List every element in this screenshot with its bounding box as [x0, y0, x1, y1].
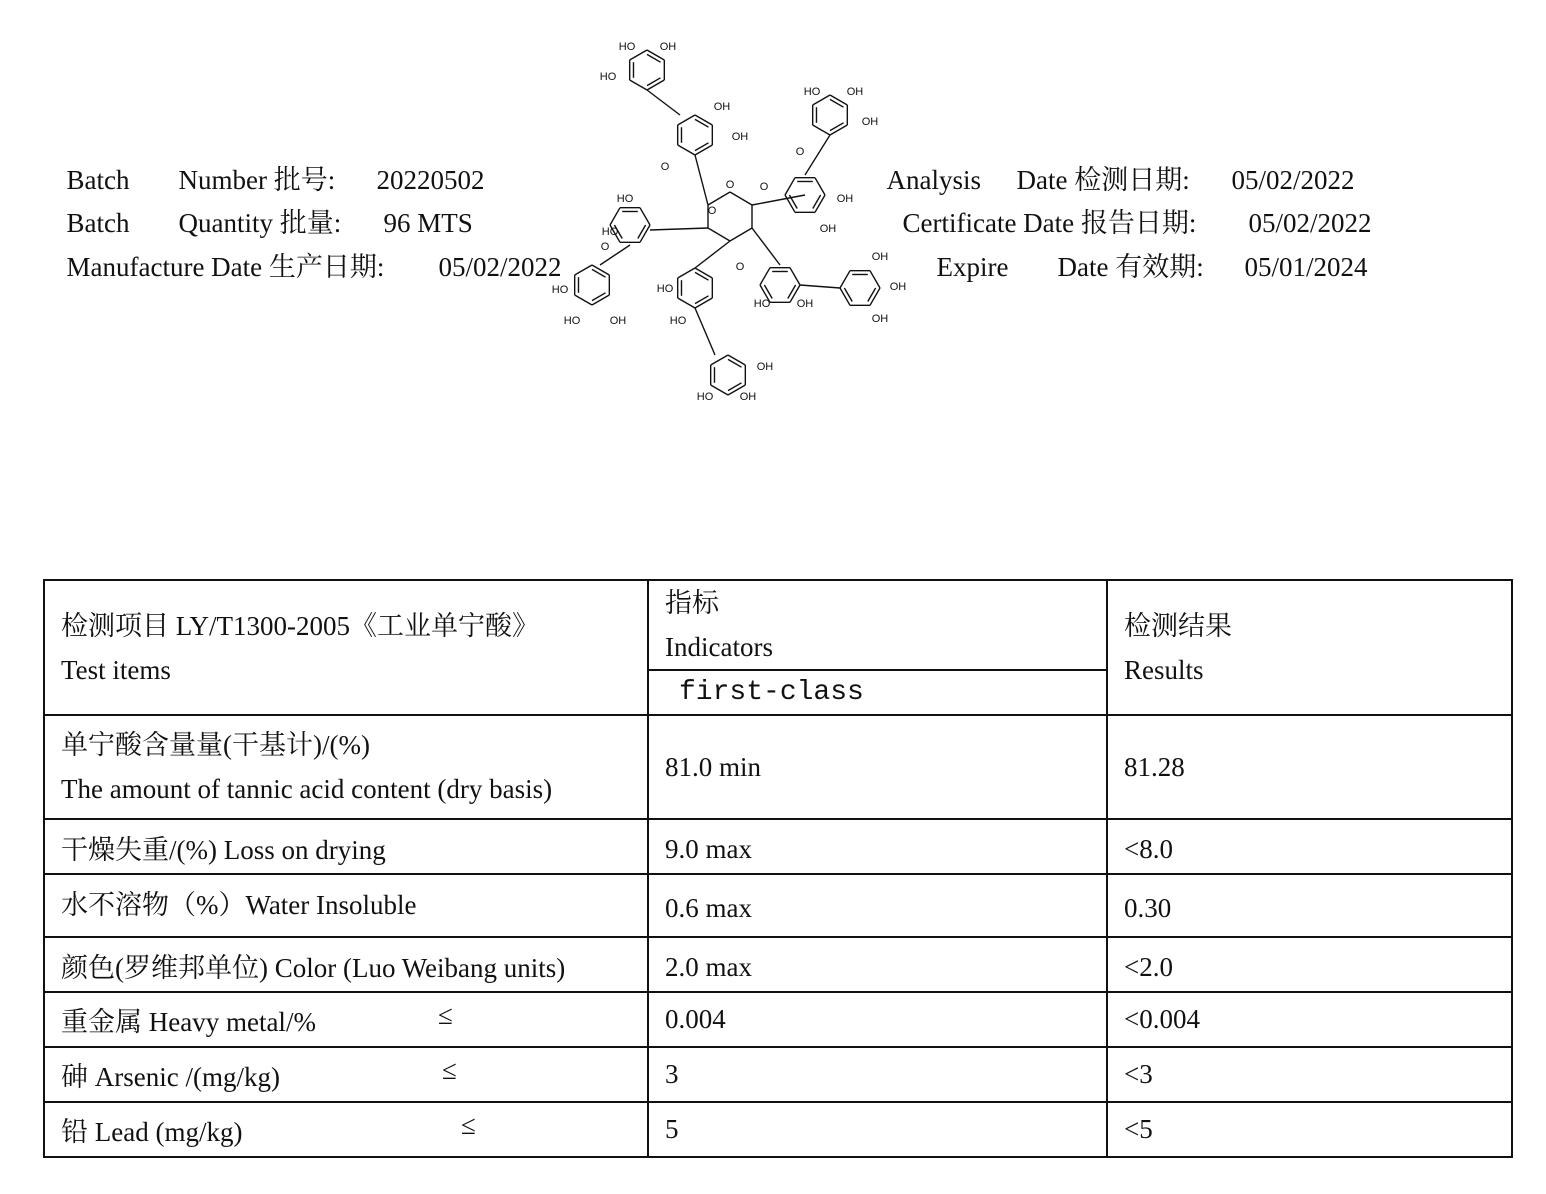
batch-label: Batch: [66, 208, 130, 238]
bond: [760, 268, 770, 285]
bond: [790, 268, 800, 285]
result-cell: <8.0: [1107, 819, 1512, 874]
result-cell: <2.0: [1107, 937, 1512, 992]
bond: [678, 268, 695, 278]
result-cell: <0.004: [1107, 992, 1512, 1047]
bond: [730, 192, 752, 205]
less-equal-symbol: ≤: [438, 1000, 453, 1030]
bond: [830, 95, 847, 105]
certificate-date-label: Certificate Date 报告日期:: [902, 208, 1197, 238]
test-items-header: [44, 580, 648, 715]
bond: [695, 115, 712, 125]
batch-quantity-label: Quantity 批量:: [178, 208, 342, 238]
bond: [695, 143, 709, 151]
atom-label: HO: [803, 86, 821, 98]
result-cell: <3: [1107, 1047, 1512, 1102]
bond: [813, 125, 830, 135]
atom-label: OH: [659, 41, 677, 53]
indicator-cell: 0.6 max: [648, 874, 1107, 937]
atom-label: OH: [739, 391, 757, 403]
atom-label: HO: [669, 315, 687, 327]
item-cell: [44, 1102, 648, 1157]
table-header-row: [44, 580, 1512, 670]
item-cell: [44, 715, 648, 819]
atom-label: HO: [599, 71, 617, 83]
bond: [711, 355, 728, 365]
item-name-en: The amount of tannic acid content (dry basis): [61, 774, 553, 804]
bond: [764, 285, 772, 299]
bond: [840, 288, 850, 305]
atom-label: O: [735, 261, 745, 273]
indicator-cell: 2.0 max: [648, 937, 1107, 992]
result-cell: 81.28: [1107, 715, 1512, 819]
atom-label: O: [600, 241, 610, 253]
atom-label: HO: [563, 315, 581, 327]
bond: [575, 265, 592, 275]
bond: [728, 355, 745, 365]
atom-label: O: [795, 146, 805, 158]
indicators-header: [648, 580, 1107, 670]
bond: [575, 295, 592, 305]
indicators-header-cn: 指标: [665, 588, 719, 618]
manufacture-date-label: Manufacture Date 生产日期:: [66, 252, 385, 282]
bond: [830, 125, 847, 135]
atom-label: O: [660, 161, 670, 173]
bond: [730, 228, 752, 241]
bond: [830, 99, 844, 107]
bond: [752, 228, 780, 265]
bond: [695, 298, 712, 308]
manufacture-date-value: 05/02/2022: [438, 252, 562, 282]
bond: [678, 145, 695, 155]
bond: [728, 383, 742, 391]
indicator-cell: 0.004: [648, 992, 1107, 1047]
expire-date-label: Date 有效期:: [1057, 252, 1204, 282]
bond: [695, 308, 715, 355]
tannic-acid-structure-diagram: [540, 30, 920, 405]
atom-label: HO: [551, 284, 569, 296]
batch-number-label: Number 批号:: [178, 165, 336, 195]
bond: [592, 269, 606, 277]
bond: [844, 288, 852, 302]
item-cell: [44, 1047, 648, 1102]
table-row: [44, 937, 1512, 992]
test-items-header-cn: 检测项目 LY/T1300-2005《工业单宁酸》: [61, 610, 540, 641]
atom-label: OH: [846, 86, 864, 98]
results-header: [1107, 580, 1512, 715]
bond: [870, 271, 880, 288]
item-name: 砷 Arsenic /(mg/kg): [61, 1062, 280, 1092]
bond: [647, 90, 680, 115]
certificate-date-value: 05/02/2022: [1248, 208, 1372, 238]
indicator-cell: 9.0 max: [648, 819, 1107, 874]
test-results-table: [43, 579, 1513, 1158]
bond: [695, 119, 709, 127]
atom-label: O: [759, 181, 769, 193]
bond: [695, 268, 712, 278]
item-cell: 干燥失重/(%) Loss on drying: [44, 819, 648, 874]
less-equal-symbol: ≤: [461, 1110, 476, 1140]
item-cell: 颜色(罗维邦单位) Color (Luo Weibang units): [44, 937, 648, 992]
results-header-en: Results: [1124, 654, 1204, 685]
atom-label: OH: [731, 131, 749, 143]
atom-label: OH: [871, 313, 889, 325]
batch-label: Batch: [66, 165, 130, 195]
result-cell: 0.30: [1107, 874, 1512, 937]
bond: [800, 285, 840, 288]
table-row: [44, 1047, 1512, 1102]
atom-label: OH: [609, 315, 627, 327]
atom-label: OH: [796, 298, 814, 310]
item-name: 重金属 Heavy metal/%: [61, 1007, 316, 1037]
expire-date-value: 05/01/2024: [1244, 252, 1368, 282]
table-row: [44, 874, 1512, 937]
bond: [647, 80, 664, 90]
table-row: [44, 715, 1512, 819]
atom-label: OH: [713, 101, 731, 113]
bond: [830, 123, 844, 131]
bond: [695, 145, 712, 155]
expire-label: Expire: [936, 252, 1009, 282]
bond: [708, 228, 730, 241]
analysis-date-label: Date 检测日期:: [1016, 165, 1190, 195]
atom-label: OH: [861, 116, 879, 128]
bond: [840, 271, 850, 288]
indicators-header-en: Indicators: [665, 632, 773, 662]
item-cell: 水不溶物（%）Water Insoluble: [44, 874, 648, 937]
bond: [752, 195, 805, 205]
bond: [678, 115, 695, 125]
test-items-header-en: Test items: [61, 654, 171, 685]
indicator-cell: 3: [648, 1047, 1107, 1102]
bond: [678, 298, 695, 308]
bond: [868, 288, 876, 302]
atom-label: OH: [871, 251, 889, 263]
bond: [647, 78, 661, 86]
atom-label: OH: [889, 281, 907, 293]
results-header-cn: 检测结果: [1124, 610, 1232, 641]
atom-label: O: [707, 205, 717, 217]
bond: [630, 80, 647, 90]
atom-label: HO: [753, 298, 771, 310]
table-row: [44, 992, 1512, 1047]
bond: [788, 285, 796, 299]
bond: [815, 178, 825, 195]
bond: [728, 359, 742, 367]
atom-label: HO: [618, 41, 636, 53]
bond: [695, 155, 708, 205]
bond: [610, 208, 620, 225]
bond: [640, 225, 650, 242]
bond: [592, 265, 609, 275]
atom-label: OH: [819, 223, 837, 235]
bond: [815, 195, 825, 212]
bond: [592, 295, 609, 305]
bond: [708, 192, 730, 205]
atom-label: HO: [601, 226, 619, 238]
grade-cell: first-class: [648, 670, 1107, 715]
indicator-cell: 5: [648, 1102, 1107, 1157]
bond: [695, 241, 730, 268]
indicator-cell: 81.0 min: [648, 715, 1107, 819]
bond: [695, 296, 709, 304]
bond: [638, 225, 646, 239]
atom-label: HO: [696, 391, 714, 403]
item-name: 铅 Lead (mg/kg): [61, 1117, 243, 1147]
bond: [711, 385, 728, 395]
item-cell: [44, 992, 648, 1047]
item-name-cn: 单宁酸含量量(干基计)/(%): [61, 730, 370, 760]
bond: [785, 178, 795, 195]
table-row: [44, 819, 1512, 874]
analysis-date-value: 05/02/2022: [1231, 165, 1355, 195]
bond: [650, 228, 708, 230]
bond: [805, 135, 830, 175]
analysis-word: Analysis: [886, 165, 981, 195]
bond: [647, 54, 661, 62]
bond: [695, 272, 709, 280]
bond: [813, 195, 821, 209]
less-equal-symbol: ≤: [442, 1055, 457, 1085]
atom-label: O: [725, 179, 735, 191]
bond: [640, 208, 650, 225]
atom-label: HO: [616, 193, 634, 205]
bond: [870, 288, 880, 305]
batch-number-value: 20220502: [376, 165, 485, 195]
atom-label: OH: [836, 193, 854, 205]
atom-label: HO: [656, 283, 674, 295]
result-cell: <5: [1107, 1102, 1512, 1157]
atom-label: OH: [756, 361, 774, 373]
table-row: [44, 1102, 1512, 1157]
bond: [592, 293, 606, 301]
manufacture-date-row: [53, 227, 562, 281]
expire-date-row: [923, 227, 1368, 281]
batch-quantity-value: 96 MTS: [383, 208, 473, 238]
